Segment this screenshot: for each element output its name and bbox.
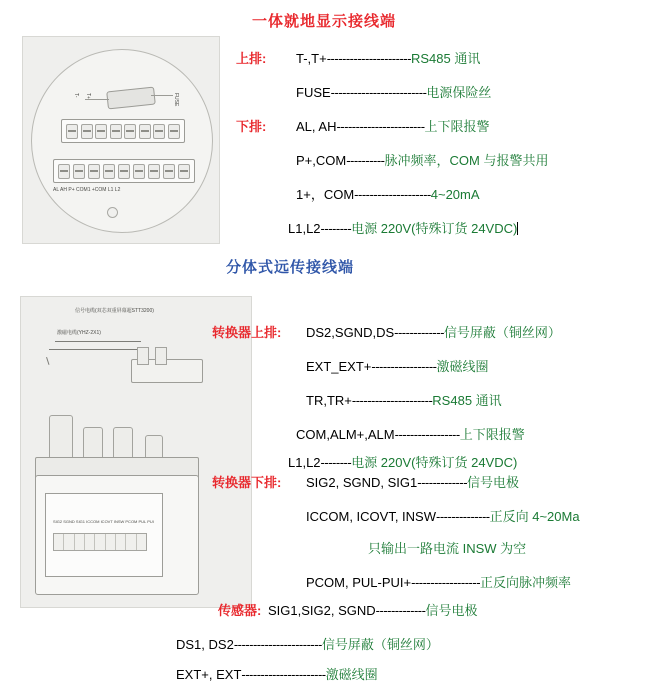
- sensor-neck-left: [137, 347, 149, 365]
- top-row-5-left: L1,L2: [288, 221, 321, 236]
- bottom-upper-row-0: [306, 322, 561, 341]
- screw: [81, 124, 93, 139]
- top-row-4: [296, 184, 480, 203]
- cable-drop: [20, 357, 49, 387]
- top-row-1: [296, 82, 491, 101]
- top-row-2-dashes: -----------------------: [336, 119, 425, 134]
- bottom-sensor-row-1-left: DS1, DS2: [176, 637, 234, 652]
- page-title: 一体就地显示接线端: [251, 13, 396, 30]
- terminal-slot: [116, 534, 126, 550]
- bottom-lower-row-0-right: 信号电极: [467, 475, 520, 490]
- screw: [178, 164, 190, 179]
- bottom-sensor-row-2: [176, 664, 378, 683]
- bottom-group1-label: 转换器上排:: [212, 325, 282, 340]
- ground-bolt: [107, 207, 118, 218]
- screw: [133, 164, 145, 179]
- top-row-0-right: RS485 通讯: [410, 51, 481, 66]
- fuse-lead-left: [85, 99, 109, 100]
- top-group2-label: 下排:: [236, 119, 267, 134]
- top-row-2: [296, 116, 490, 135]
- bottom-upper-row-0-left: DS2,SGND,DS: [306, 325, 395, 340]
- bottom-lower-row-3: [306, 572, 571, 591]
- screw: [148, 164, 160, 179]
- terminal-slot: [64, 534, 74, 550]
- upper-terminal-screws: [66, 124, 180, 138]
- bottom-upper-row-3-dashes: -----------------: [394, 427, 460, 442]
- signal-cable-label: 信号电缆(双芯双重屏幕超STT3200): [75, 308, 154, 314]
- text-caret: [517, 222, 518, 235]
- bottom-group3-label: 传感器:: [218, 603, 262, 618]
- screw: [168, 124, 180, 139]
- bottom-sensor-row-2-left: EXT+, EXT: [176, 667, 242, 682]
- top-row-1-dashes: -------------------------: [330, 85, 427, 100]
- bottom-upper-row-2-dashes: ---------------------: [351, 393, 433, 408]
- screw: [110, 124, 122, 139]
- terminal-row-label: AL AH P+ COM1 +COM L1 L2: [53, 187, 121, 193]
- top-row-3-left: P+,COM: [296, 153, 347, 168]
- terminal-slot: [54, 534, 64, 550]
- terminal-slot: [106, 534, 116, 550]
- bottom-upper-row-1-dashes: -----------------: [371, 359, 437, 374]
- top-row-3-right: 脉冲频率，COM 与报警共用: [384, 153, 549, 168]
- screw: [95, 124, 107, 139]
- section-subtitle: 分体式远传接线端: [226, 259, 355, 276]
- bottom-lower-row-1-left: ICCOM, ICOVT, INSW: [306, 509, 436, 524]
- bottom-lower-row-3-dashes: ------------------: [411, 575, 481, 590]
- screw: [163, 164, 175, 179]
- terminal-slot: [75, 534, 85, 550]
- top-row-0: [296, 48, 480, 67]
- bottom-sensor-row-1: [176, 634, 439, 653]
- screw: [58, 164, 70, 179]
- bottom-upper-row-2-left: TR,TR+: [306, 393, 352, 408]
- screw: [73, 164, 85, 179]
- screw: [66, 124, 78, 139]
- bottom-upper-row-3: [296, 424, 525, 443]
- screw: [124, 124, 136, 139]
- bottom-upper-row-0-dashes: -------------: [394, 325, 444, 340]
- bottom-lower-row-3-left: PCOM, PUL-PUI+: [306, 575, 412, 590]
- bottom-sensor-row-0: [268, 600, 477, 619]
- upper-terminal-block: [61, 119, 185, 143]
- bottom-lower-row-1: [306, 506, 580, 525]
- top-row-5-right: 电源 220V(特殊订货 24VDC): [351, 221, 518, 236]
- top-group1-label: 上排:: [236, 51, 267, 66]
- bottom-lower-row-1-right: 正反向 4~20Ma: [489, 509, 580, 524]
- screw: [103, 164, 115, 179]
- bottom-lower-row-1-dashes: --------------: [436, 509, 490, 524]
- bottom-upper-row-4: [288, 452, 517, 471]
- screw: [153, 124, 165, 139]
- bottom-sensor-row-1-dashes: -----------------------: [233, 637, 322, 652]
- top-row-4-dashes: --------------------: [354, 187, 431, 202]
- bottom-lower-row-0-left: SIG2, SGND, SIG1: [306, 475, 418, 490]
- remote-converter-photo: [20, 296, 252, 608]
- sensor-neck-right: [155, 347, 167, 365]
- excitation-cable-label: 激磁电缆(YHZ-2X1): [57, 330, 101, 336]
- bottom-upper-row-1-left: EXT_EXT+: [306, 359, 372, 374]
- terminal-slot: [85, 534, 95, 550]
- terminal-slot: [126, 534, 136, 550]
- top-row-5-dashes: --------: [320, 221, 352, 236]
- bottom-lower-row-0: [306, 472, 519, 491]
- t-plus-label: T+: [85, 93, 91, 99]
- screw: [139, 124, 151, 139]
- screw: [118, 164, 130, 179]
- top-row-5: [288, 218, 518, 237]
- bottom-sensor-row-0-left: SIG1,SIG2, SGND: [268, 603, 376, 618]
- top-row-2-left: AL, AH: [296, 119, 337, 134]
- bottom-lower-row-2: 只输出一路电流 INSW 为空: [368, 541, 527, 556]
- terminal-slot: [95, 534, 105, 550]
- fuse-label: FUSE: [173, 93, 179, 107]
- top-row-4-right: 4~20mA: [430, 187, 480, 202]
- bottom-upper-row-3-left: COM,ALM+,ALM: [296, 427, 395, 442]
- lower-terminal-screws: [58, 164, 190, 178]
- bottom-upper-row-4-dashes: --------: [320, 455, 352, 470]
- bottom-lower-row-0-dashes: -------------: [417, 475, 468, 490]
- integrated-display-photo: [22, 36, 220, 244]
- bottom-group2-label: 转换器下排:: [212, 475, 282, 490]
- top-row-4-left: 1+，COM: [296, 187, 355, 202]
- t-minus-label: T-: [73, 93, 79, 98]
- bottom-upper-row-3-right: 上下限报警: [459, 427, 525, 442]
- bottom-upper-row-4-right: 电源 220V(特殊订货 24VDC): [351, 455, 518, 470]
- screw: [88, 164, 100, 179]
- bottom-upper-row-0-right: 信号屏蔽（铜丝网）: [443, 325, 561, 340]
- top-row-0-dashes: ----------------------: [326, 51, 411, 66]
- bottom-sensor-row-2-dashes: ----------------------: [241, 667, 326, 682]
- bottom-upper-row-1-right: 激磁线圈: [436, 359, 489, 374]
- bottom-sensor-row-1-right: 信号屏蔽（铜丝网）: [321, 637, 439, 652]
- bottom-upper-row-1: [306, 356, 489, 375]
- top-row-1-right: 电源保险丝: [426, 85, 492, 100]
- top-row-0-left: T-,T+: [296, 51, 327, 66]
- bottom-lower-row-3-right: 正反向脉冲频率: [480, 575, 572, 590]
- fuse-lead-right: [151, 95, 173, 96]
- bottom-sensor-row-0-right: 信号电极: [425, 603, 478, 618]
- top-row-3-dashes: ----------: [346, 153, 385, 168]
- bottom-upper-row-2-right: RS485 通讯: [432, 393, 502, 408]
- bottom-sensor-row-2-right: 激磁线圈: [325, 667, 378, 682]
- bottom-sensor-row-0-dashes: -------------: [375, 603, 426, 618]
- terminal-slot: [137, 534, 146, 550]
- cable-line-1: [55, 341, 141, 342]
- bottom-upper-row-2: [306, 390, 502, 409]
- converter-terminal-strip: [53, 533, 147, 551]
- cable-line-2: [49, 349, 139, 350]
- converter-strip-label: SIG2 SGND SIG1 ICCOM ICOVT INSW PCOM PUL PUI: [53, 519, 154, 524]
- lower-terminal-block: [53, 159, 195, 183]
- bottom-upper-row-4-left: L1,L2: [288, 455, 321, 470]
- top-row-2-right: 上下限报警: [424, 119, 490, 134]
- top-row-1-left: FUSE: [296, 85, 331, 100]
- top-row-3: [296, 150, 548, 169]
